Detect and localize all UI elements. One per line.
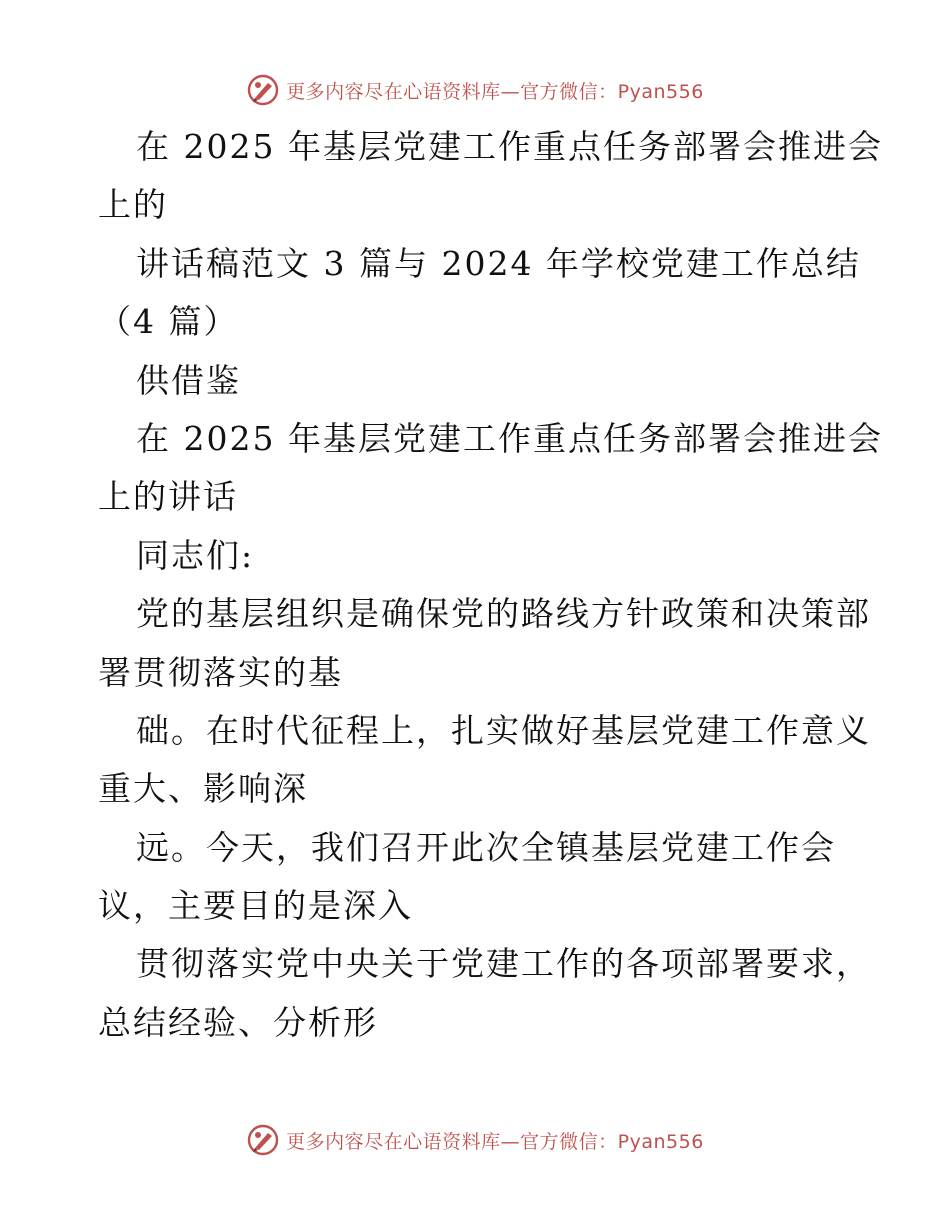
watermark-text: 更多内容尽在心语资料库—官方微信：Pyan556: [286, 80, 704, 103]
title-line-4: （4 篇）: [98, 302, 239, 342]
document-body: [98, 118, 883, 1052]
title-line-1: 在 2025 年基层党建工作重点任务部署会推进会: [136, 127, 883, 166]
paragraph-line: 远。今天，我们召开此次全镇基层党建工作会: [136, 827, 836, 867]
pen-logo-icon: [246, 73, 280, 107]
title-line-3: 讲话稿范文 3 篇与 2024 年学校党建工作总结: [136, 243, 861, 283]
watermark-text: 更多内容尽在心语资料库—官方微信：Pyan556: [286, 1130, 704, 1153]
footer-watermark: [0, 1120, 950, 1160]
section-title-line-1: 在 2025 年基层党建工作重点任务部署会推进会: [136, 418, 883, 458]
title-line-5: 供借鉴: [136, 360, 241, 400]
paragraph-line: 重大、影响深: [98, 769, 308, 809]
paragraph-line: 议，主要目的是深入: [98, 886, 413, 926]
salutation: 同志们:: [136, 535, 255, 575]
paragraph-line: 础。在时代征程上，扎实做好基层党建工作意义: [136, 710, 871, 750]
title-line-2: 上的: [98, 185, 168, 225]
section-title-line-2: 上的讲话: [98, 477, 238, 517]
paragraph-line: 总结经验、分析形: [98, 1002, 378, 1042]
pen-logo-icon: [246, 1123, 280, 1157]
paragraph-line: 贯彻落实党中央关于党建工作的各项部署要求，: [136, 944, 871, 984]
header-watermark: [0, 70, 950, 110]
paragraph-line: 党的基层组织是确保党的路线方针政策和决策部: [136, 594, 871, 634]
paragraph-line: 署贯彻落实的基: [98, 652, 343, 692]
